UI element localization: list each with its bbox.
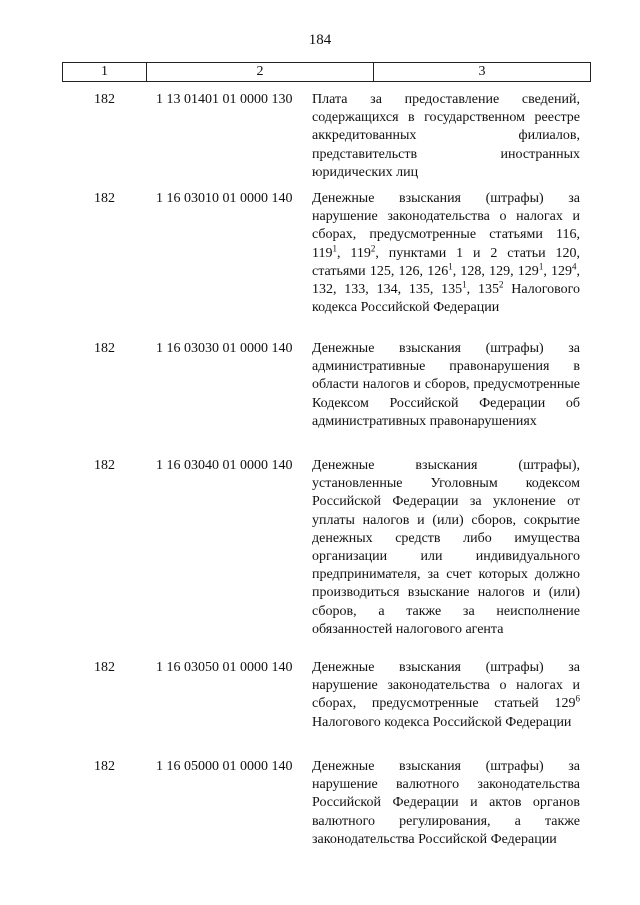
income-description: Денежные взыскания (штрафы), установленные Уголовным кодексом Российской Федерации за уклонение от уплаты налогов и (или) сборов, сокрытие денежных средств либо имущества организации или индивидуального предпринимателя, за счет которых должно производиться взыскание налогов и (или) сборов, а также за неисполнение обязанностей налогового агента xyxy=(312,458,580,637)
header-col-1: 1 xyxy=(63,63,147,81)
budget-code: 1 16 03030 01 0000 140 xyxy=(156,341,293,356)
header-col-2: 2 xyxy=(147,63,374,81)
income-description: Денежные взыскания (штрафы) за нарушение валютного законодательства Российской Федерации и актов органов валютного регулирования, а также законодательства Российской Федерации xyxy=(312,759,580,847)
budget-code: 1 16 03010 01 0000 140 xyxy=(156,191,293,206)
admin-code: 182 xyxy=(94,660,115,675)
admin-code: 182 xyxy=(94,458,115,473)
budget-code: 1 13 01401 01 0000 130 xyxy=(156,92,293,107)
table-header xyxy=(62,62,591,82)
header-col-3: 3 xyxy=(478,64,486,79)
income-description: Денежные взыскания (штрафы) за административные правонарушения в области налогов и сборов, предусмотренные Кодексом Российской Федерации об административных правонарушениях xyxy=(312,341,580,429)
budget-code: 1 16 05000 01 0000 140 xyxy=(156,759,293,774)
admin-code: 182 xyxy=(94,341,115,356)
admin-code: 182 xyxy=(94,92,115,107)
income-description: Плата за предоставление сведений, содержащихся в государственном реестре аккредитованных филиалов, представительств иностранных юридических лиц xyxy=(312,92,580,180)
budget-code: 1 16 03050 01 0000 140 xyxy=(156,660,293,675)
admin-code: 182 xyxy=(94,191,115,206)
admin-code: 182 xyxy=(94,759,115,774)
income-description: Денежные взыскания (штрафы) за нарушение законодательства о налогах и сборах, предусмотренные статьей $129^6$ Налогового кодекса Российской Федерации xyxy=(312,660,580,730)
budget-code: 1 16 03040 01 0000 140 xyxy=(156,458,293,473)
page-number: 184 xyxy=(308,32,332,48)
income-description: Денежные взыскания (штрафы) за нарушение законодательства о налогах и сборах, предусмотренные статьями 116, $119^1$, $119^2$, пунктами 1 и 2 статьи 120, статьями 125, 126, $126^1$, 128, 129, $129^1$, $129^4$, 132, 133, 134, 135, $135^1$, $135^2$ Налогового кодекса Российской Федерации xyxy=(312,191,581,316)
